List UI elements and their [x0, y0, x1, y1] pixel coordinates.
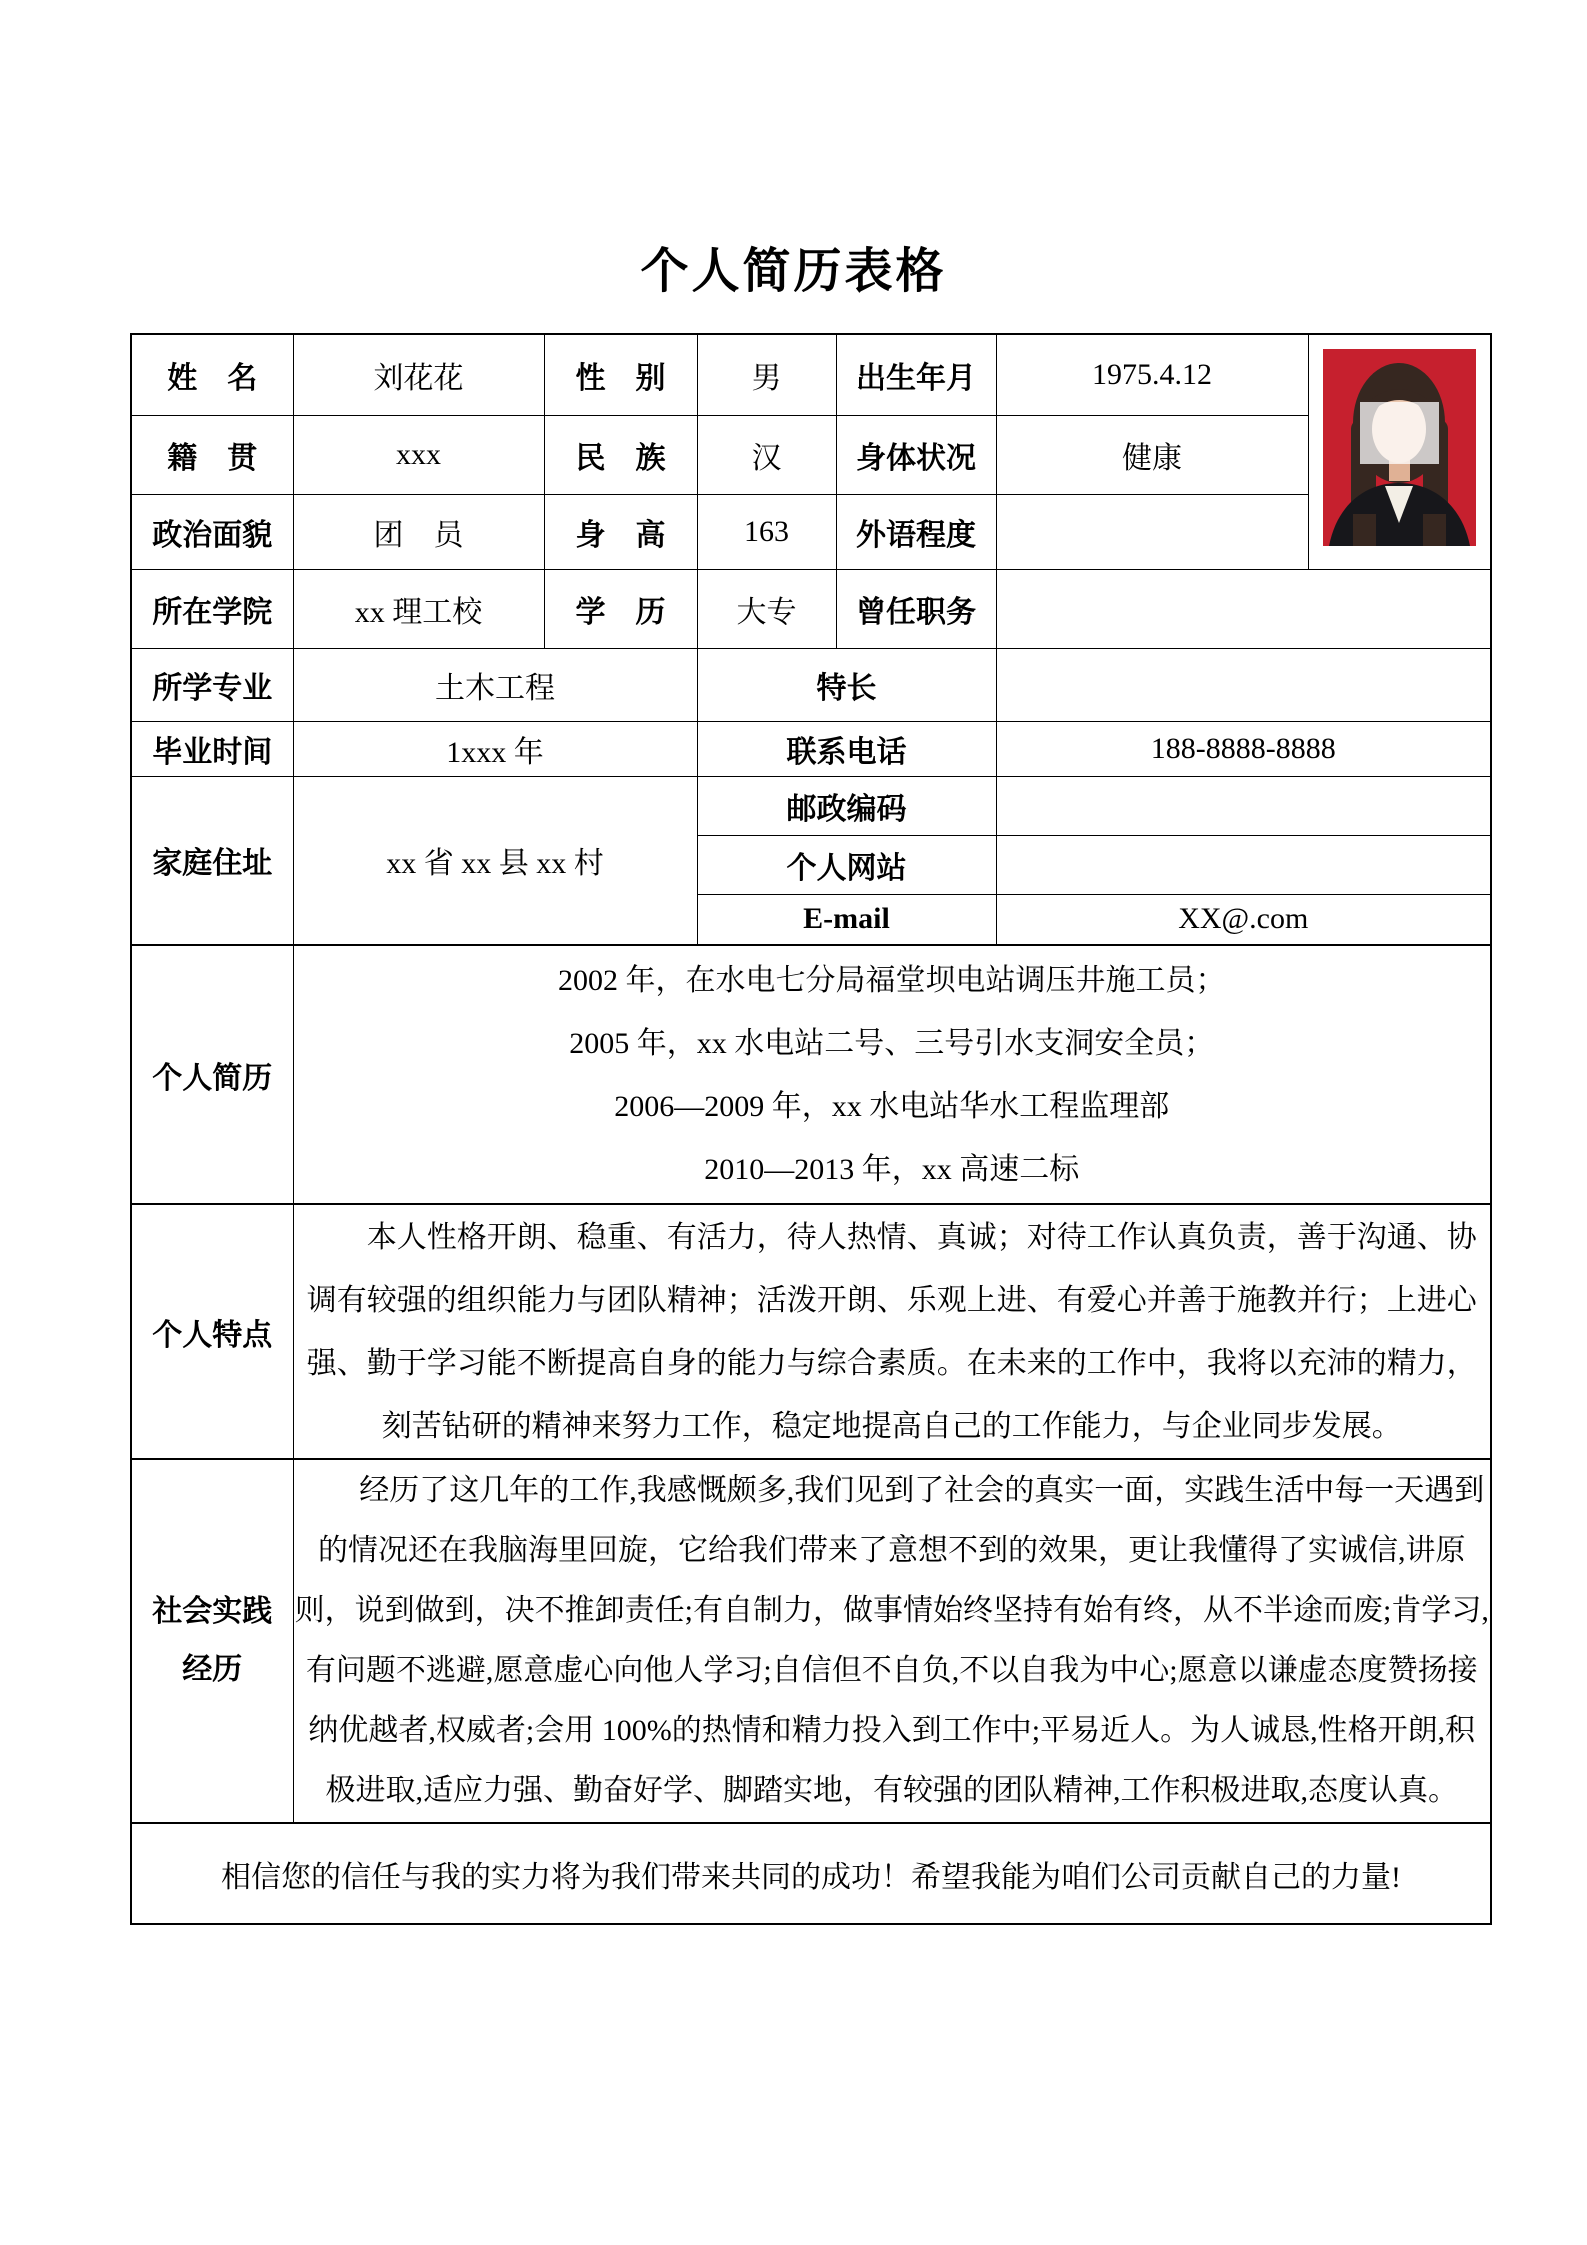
foreign-level-value — [996, 494, 1308, 569]
work-history-item: 2005 年，xx 水电站二号、三号引水支洞安全员； — [569, 1026, 1215, 1060]
personal-traits-label: 个人特点 — [131, 1204, 293, 1459]
degree-label: 学 历 — [544, 569, 697, 648]
postcode-value — [996, 776, 1491, 835]
work-history-item: 2006—2009 年，xx 水电站华水工程监理部 — [614, 1089, 1170, 1123]
graduation-label: 毕业时间 — [131, 721, 293, 776]
major-value: 土木工程 — [293, 648, 697, 721]
past-position-value — [996, 569, 1491, 648]
website-value — [996, 835, 1491, 894]
personal-traits-paragraph: 本人性格开朗、稳重、有活力，待人热情、真诚；对待工作认真负责，善于沟通、协调有较强的组织能力与团队精神；活泼开朗、乐观上进、有爱心并善于施教并行；上进心强、勤于学习能不断提高自身的能力与综合素质。在未来的工作中，我将以充沛的精力，刻苦钻研的精神来努力工作，稳定地提高自己的工作能力，与企业同步发展。 — [306, 1220, 1477, 1443]
specialty-label: 特长 — [697, 648, 996, 721]
work-history-item: 2002 年，在水电七分局福堂坝电站调压井施工员； — [558, 963, 1226, 997]
hometown-value: xxx — [293, 415, 544, 494]
work-history-item: 2010—2013 年，xx 高速二标 — [704, 1152, 1080, 1186]
personal-traits-content — [293, 1204, 1491, 1459]
social-practice-paragraph: 经历了这几年的工作,我感慨颇多,我们见到了社会的真实一面，实践生活中每一天遇到的情况还在我脑海里回旋，它给我们带来了意想不到的效果，更让我懂得了实诚信,讲原则，说到做到，决不推卸责任;有自制力，做事情始终坚持有始有终，从不半途而废;肯学习,有问题不逃避,愿意虚心向他人学习;自信但不自负,不以自我为中心;愿意以谦虚态度赞扬接纳优越者,权威者;会用 100%的热情和精力投入到工作中;平易近人。为人诚恳,性格开朗,积极进取,适应力强、勤奋好学、脚踏实地，有较强的团队精神,工作积极进取,态度认真。 — [294, 1474, 1489, 1807]
postcode-label: 邮政编码 — [697, 776, 996, 835]
college-value: xx 理工校 — [293, 569, 544, 648]
email-value: XX@.com — [996, 894, 1491, 945]
past-position-label: 曾任职务 — [836, 569, 996, 648]
id-photo-image — [1323, 349, 1476, 546]
political-value: 团 员 — [293, 494, 544, 569]
website-label: 个人网站 — [697, 835, 996, 894]
closing-statement: 相信您的信任与我的实力将为我们带来共同的成功！希望我能为咱们公司贡献自己的力量! — [131, 1823, 1491, 1924]
birth-label: 出生年月 — [836, 334, 996, 415]
ethnic-value: 汉 — [697, 415, 836, 494]
major-label: 所学专业 — [131, 648, 293, 721]
name-label: 姓 名 — [131, 334, 293, 415]
birth-value: 1975.4.12 — [996, 334, 1308, 415]
ethnic-label: 民 族 — [544, 415, 697, 494]
gender-value: 男 — [697, 334, 836, 415]
foreign-level-label: 外语程度 — [836, 494, 996, 569]
college-label: 所在学院 — [131, 569, 293, 648]
page-title: 个人简历表格 — [640, 245, 947, 298]
work-history-content — [293, 945, 1491, 1204]
health-value: 健康 — [996, 415, 1308, 494]
id-photo-cell — [1308, 334, 1491, 569]
phone-label: 联系电话 — [697, 721, 996, 776]
email-label: E-mail — [697, 894, 996, 945]
political-label: 政治面貌 — [131, 494, 293, 569]
hometown-label: 籍 贯 — [131, 415, 293, 494]
gender-label: 性 别 — [544, 334, 697, 415]
name-value: 刘花花 — [293, 334, 544, 415]
height-label: 身 高 — [544, 494, 697, 569]
height-value: 163 — [697, 494, 836, 569]
degree-value: 大专 — [697, 569, 836, 648]
health-label: 身体状况 — [836, 415, 996, 494]
social-practice-label-line2: 经历 — [182, 1653, 243, 1686]
work-history-label: 个人简历 — [131, 945, 293, 1204]
social-practice-label-line1: 社会实践 — [152, 1595, 273, 1628]
graduation-value: 1xxx 年 — [293, 721, 697, 776]
resume-table — [130, 333, 1492, 1925]
address-label: 家庭住址 — [131, 776, 293, 945]
social-practice-content — [293, 1459, 1491, 1823]
social-practice-label — [131, 1459, 293, 1823]
phone-value: 188-8888-8888 — [996, 721, 1491, 776]
specialty-value — [996, 648, 1491, 721]
address-value: xx 省 xx 县 xx 村 — [293, 776, 697, 945]
